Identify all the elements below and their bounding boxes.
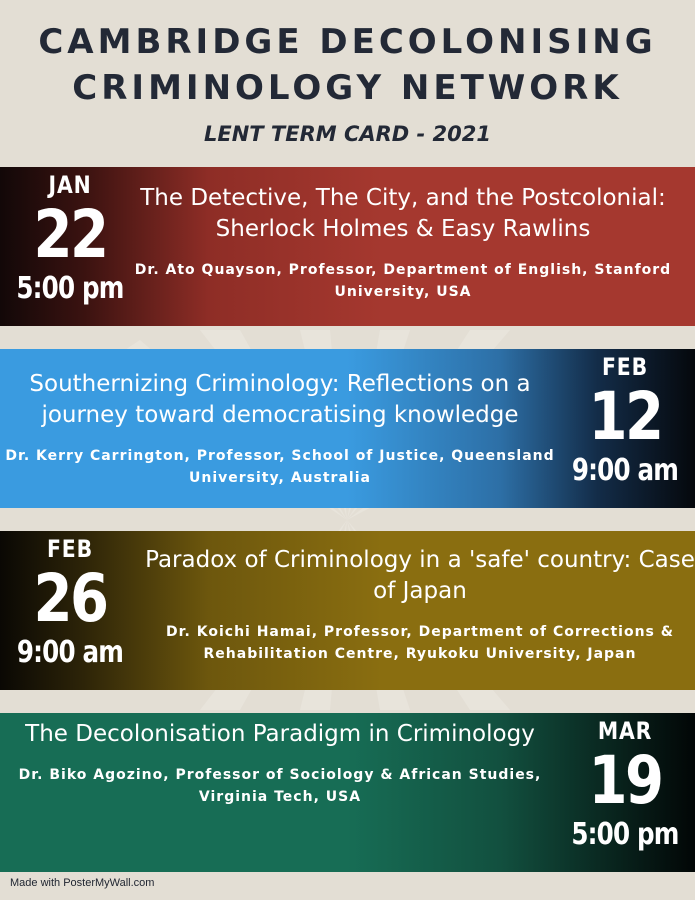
event-time: 9:00 am — [16, 635, 124, 670]
speaker-info: Dr. Kerry Carrington, Professor, School of Justice, Queensland University, Australia — [5, 448, 555, 486]
event-day: 12 — [588, 378, 662, 455]
event-date-3 — [0, 535, 140, 671]
speaker-info: Dr. Biko Agozino, Professor of Sociology & African Studies, Virginia Tech, USA — [18, 767, 542, 805]
event-content-2 — [0, 369, 560, 489]
event-content-4 — [0, 719, 560, 808]
network-title-line1: CAMBRIDGE DECOLONISING — [38, 22, 657, 62]
event-date-4 — [555, 717, 695, 853]
event-day: 26 — [33, 560, 107, 637]
talk-title: The Decolonisation Paradigm in Criminology — [25, 721, 535, 747]
event-month: JAN — [48, 171, 92, 199]
talk-title: The Detective, The City, and the Postcolonial: Sherlock Holmes & Easy Rawlins — [140, 185, 666, 242]
event-band-3 — [0, 531, 695, 690]
event-date-2 — [555, 353, 695, 489]
event-band-2 — [0, 349, 695, 508]
footer-credit: Made with PosterMyWall.com — [10, 877, 155, 889]
event-day: 19 — [588, 742, 662, 819]
event-time: 9:00 am — [571, 453, 679, 488]
event-content-1 — [108, 183, 695, 303]
event-band-4 — [0, 713, 695, 872]
event-time: 5:00 pm — [571, 817, 679, 852]
speaker-info: Dr. Ato Quayson, Professor, Department of English, Stanford University, USA — [134, 262, 672, 300]
network-title-line2: CRIMINOLOGY NETWORK — [72, 68, 623, 108]
term-subtitle: LENT TERM CARD - 2021 — [203, 122, 492, 146]
event-day: 22 — [33, 196, 107, 273]
event-band-1 — [0, 167, 695, 326]
talk-title: Southernizing Criminology: Reflections on a journey toward democratising knowledge — [29, 371, 531, 428]
speaker-info: Dr. Koichi Hamai, Professor, Department of Corrections & Rehabilitation Centre, Ryukoku University, Japan — [166, 624, 674, 662]
event-month: MAR — [597, 717, 653, 745]
talk-title: Paradox of Criminology in a 'safe' country: Case of Japan — [145, 547, 695, 604]
event-time: 5:00 pm — [16, 271, 124, 306]
event-month: FEB — [602, 353, 648, 381]
event-month: FEB — [47, 535, 93, 563]
event-content-3 — [140, 545, 695, 665]
